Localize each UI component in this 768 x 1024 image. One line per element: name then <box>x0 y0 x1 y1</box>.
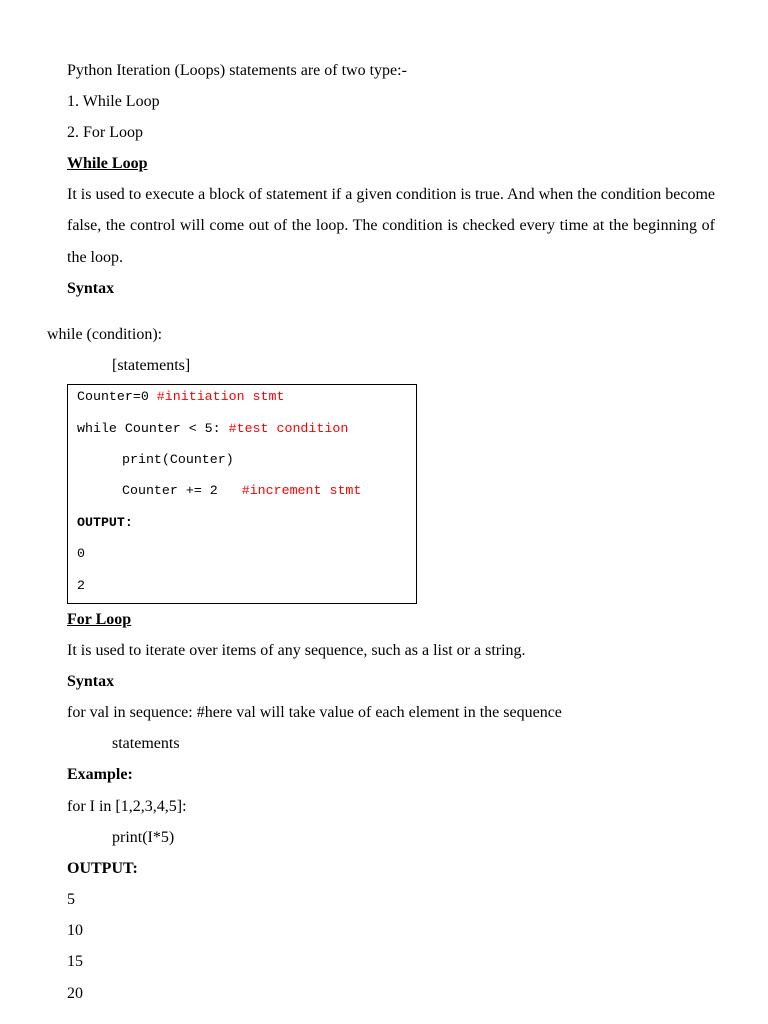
while-syntax-label: Syntax <box>67 280 115 297</box>
code-comment: #initiation stmt <box>156 389 285 404</box>
code-line-condition <box>77 421 348 437</box>
code-line-initiation <box>77 389 284 405</box>
code-output-label: OUTPUT: <box>77 515 133 530</box>
while-loop-description: It is used to execute a block of statement if a given condition is true. And when the condition become false, the control will come out of the loop. The condition is checked every time at the beginning of the loop. <box>67 186 715 266</box>
code-text: Counter += 2 <box>122 483 242 498</box>
for-loop-description: It is used to iterate over items of any sequence, such as a list or a string. <box>67 642 526 659</box>
for-output-value: 20 <box>67 985 83 1002</box>
code-line-increment <box>122 483 361 499</box>
code-comment: #test condition <box>228 421 349 436</box>
while-syntax-line: while (condition): <box>47 326 163 343</box>
code-text: while Counter < 5: <box>77 421 229 436</box>
code-output-value: 0 <box>77 546 85 561</box>
for-example-label: Example: <box>67 766 133 783</box>
for-output-value: 15 <box>67 953 83 970</box>
for-syntax-label: Syntax <box>67 673 115 690</box>
code-comment: #increment stmt <box>241 483 362 498</box>
for-example-line: for I in [1,2,3,4,5]: <box>67 798 187 815</box>
for-syntax-line: for val in sequence: #here val will take value of each element in the sequence <box>67 704 562 721</box>
while-loop-title: While Loop <box>67 155 148 172</box>
for-output-label: OUTPUT: <box>67 860 138 877</box>
code-output-value: 2 <box>77 578 85 593</box>
intro-item-while: 1. While Loop <box>67 93 160 110</box>
for-syntax-statements: statements <box>112 735 180 752</box>
code-text: Counter=0 <box>77 389 157 404</box>
code-line-print <box>122 452 234 468</box>
code-text: print(Counter) <box>122 452 234 467</box>
for-loop-title: For Loop <box>67 611 132 628</box>
while-syntax-statements: [statements] <box>112 357 191 374</box>
for-output-value: 10 <box>67 922 83 939</box>
intro-item-for: 2. For Loop <box>67 124 143 141</box>
for-output-value: 5 <box>67 891 75 908</box>
for-example-print: print(I*5) <box>112 829 175 846</box>
while-code-box <box>67 384 417 604</box>
intro-heading: Python Iteration (Loops) statements are of two type:- <box>67 62 407 79</box>
